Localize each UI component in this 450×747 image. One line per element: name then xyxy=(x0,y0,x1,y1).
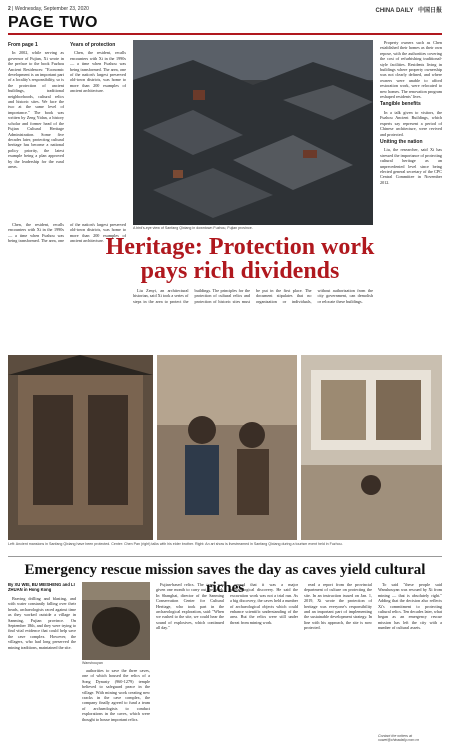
bottom-col-3 xyxy=(156,582,224,744)
photo-chen-brothers xyxy=(157,355,297,540)
issue-date: Wednesday, September 23, 2020 xyxy=(14,6,89,12)
brand-name: CHINA DAILY xyxy=(375,7,414,14)
bottom-col-4-text: agreed that it was a major archaeological discovery. He said the excavation work was not a trial run. As a big discovery, the caves held a number of archaeological objects which could enhance scientific understanding of the area. But the relics were still under threat from mining work. xyxy=(230,582,298,625)
bottom-col-5 xyxy=(304,582,372,744)
page-header xyxy=(8,4,442,14)
bottom-col-6-text: To said "these people said Wanshouyan was rescued by Xi from mining — that is absolutely right." Adding that the decision also reflects Xi's commitment to protecting cultural relics. Ten decades later, what began as an emergency rescue mission has left the city with a number of cultural assets. xyxy=(378,582,442,631)
tangible-benefits-heading: Tangible benefits xyxy=(380,101,421,108)
bottom-col-2-text: authorities to save the three caves, one of which housed the relics of a Song Dynasty (960-1279) temple believed to safeguard peace in the village. With mining work creating new cracks in the cave complex, the company finally agreed to fund a team of archaeologists to conduct explorations in the caves, which were thought to house important relics. xyxy=(82,668,150,722)
bottom-col-4 xyxy=(230,582,298,744)
byline: By XU WEI, BU MEISHENG and LI ZHUAN in Hong Kong xyxy=(8,582,75,592)
people-image xyxy=(157,355,297,540)
left-lower-columns xyxy=(8,222,126,352)
second-headline: Emergency rescue mission saves the day as caves yield cultural riches xyxy=(24,562,426,596)
lower-photos-caption: Left: Ancient mansions in Sanfang Qixiang have been protected. Center: Chen Pan (right) talks with his elder brother. Right: An art show is livestreamed in Sanfang Qixiang during a tourism event held in Fuzhou. xyxy=(8,542,343,546)
photo-wanshouyan-caption: Wanshouyan xyxy=(82,661,103,665)
cave-image xyxy=(82,582,150,660)
middle-body-text: Liu Zenyi, an architectural historian, said Xi took a series of steps in the area to protect the buildings. The principles for the protection of cultural relics and protection of historic sites must be put in the first place. The document stipulates that no organization or individuals, without authorization from the city government, can demolish or relocate these buildings. xyxy=(133,288,373,304)
right-column-text-3: Liu, the researcher, said Xi has stressed the importance of protecting cultural heritage as an unprecedented level since being elected general secretary of the CPC Central Committee in November 2012. xyxy=(380,147,442,185)
right-column-text: Property owners such as Chen established their homes as their own repose, with the authorities covering the cost of refurbishing traditional-style facilities. Residents living in buildings where property ownership was not clearly defined, and where owners were unable to afford restoration work, were relocated to new homes. The renovation program reshaped residents' lives. xyxy=(380,40,442,100)
left-column-text: In 2002, while serving as governor of Fujian, Xi wrote in the preface to the book Fuzhou Ancient Residences: "Economic development is an important part of a locality's responsibility, so is the protection of ancient buildings, traditional neighborhoods, cultural relics and historic sites. We face the two at the same level of importance." The book was written by Zeng Yidan, a history scholar and former head of the Fujian Cultural Heritage Administration. Some five decades later, protecting cultural heritage has become a national policy priority, the latest example being a plan approved by the leadership for the rural areas. xyxy=(8,50,64,169)
bottom-col-1 xyxy=(8,596,76,744)
bottom-col-5-text: read a report from the provincial department of culture on protecting the site. In an instruction issued on Jan. 1, 2019, Xi wrote the protection of heritage was everyone's responsibility and an important part of implementing the sustainable development strategy. In line with his approach, the site is now protected. xyxy=(304,582,372,631)
bottom-col-2 xyxy=(82,668,150,744)
aerial-photo xyxy=(133,40,373,225)
contact-line: Contact the writers at xuwei@chinadaily.com.cn xyxy=(378,734,420,743)
left-column xyxy=(8,40,64,220)
photo-ancient-mansion xyxy=(8,355,153,540)
right-column-text-2: In a talk given to visitors, the Fuzhou Ancient Buildings, which experts say represent a period of Chinese architecture, were revived and protected. xyxy=(380,109,442,137)
masthead-brand xyxy=(376,5,442,14)
left-lower-text: Chen, the resident, recalls encounters with Xi in the 1990s — a time when Fuzhou was being transformed. The area, one of the nation's largest preserved old-town districts, was home to more than 200 examples of ancient architecture. xyxy=(8,222,126,244)
rooftops-image xyxy=(133,40,373,225)
right-column xyxy=(380,40,442,340)
title-rule xyxy=(8,33,442,35)
page-number-date: 2 | Wednesday, September 23, 2020 xyxy=(8,6,89,12)
section-title: PAGE TWO xyxy=(8,14,98,31)
aerial-photo-caption: A bird's-eye view of Sanfang Qixiang in downtown Fuzhou, Fujian province. xyxy=(133,226,253,230)
bottom-col-3-text: Fujian-based relics. The team was given one month to carry out the work. In Shanghai, director of the Sanming Conservation Center for Cultural Heritage, who took part in the archaeological exploration, said: "When we rushed to the site, we could hear the sound of explosives, which continued all day." xyxy=(156,582,224,631)
left-column-2 xyxy=(70,40,126,220)
art-show-image xyxy=(301,355,442,540)
brand-mark: 中国日报 xyxy=(417,7,442,14)
from-page-label: From page 1 xyxy=(8,42,38,48)
years-of-protection-heading: Years of protection xyxy=(70,42,116,48)
main-headline: Heritage: Protection work pays rich dividends xyxy=(105,234,375,284)
bottom-col-6 xyxy=(378,582,442,732)
story-divider xyxy=(8,556,442,557)
mansion-image xyxy=(8,355,153,540)
page-number: 2 xyxy=(8,6,11,12)
left-column-2-text: Chen, the resident, recalls encounters with Xi in the 1990s — a time when Fuzhou was being transformed. The area, one of the nation's largest preserved old-town districts, was home to more than 200 examples of ancient architecture. xyxy=(70,50,126,94)
photo-wanshouyan xyxy=(82,582,150,660)
photo-art-show xyxy=(301,355,442,540)
bottom-col-1-text: Braving drilling and blasting, and with water constantly falling over their heads, archaeologists raced against time as they worked outside a village in Sanming, Fujian province. On September 18th, and they were trying to find vital evidence that could help save the cave complex. However, the villagers, who had long preserved the mining traditions, maintained the site. xyxy=(8,596,76,650)
uniting-nation-heading: Uniting the nation xyxy=(380,138,423,145)
middle-body-columns xyxy=(133,288,373,350)
